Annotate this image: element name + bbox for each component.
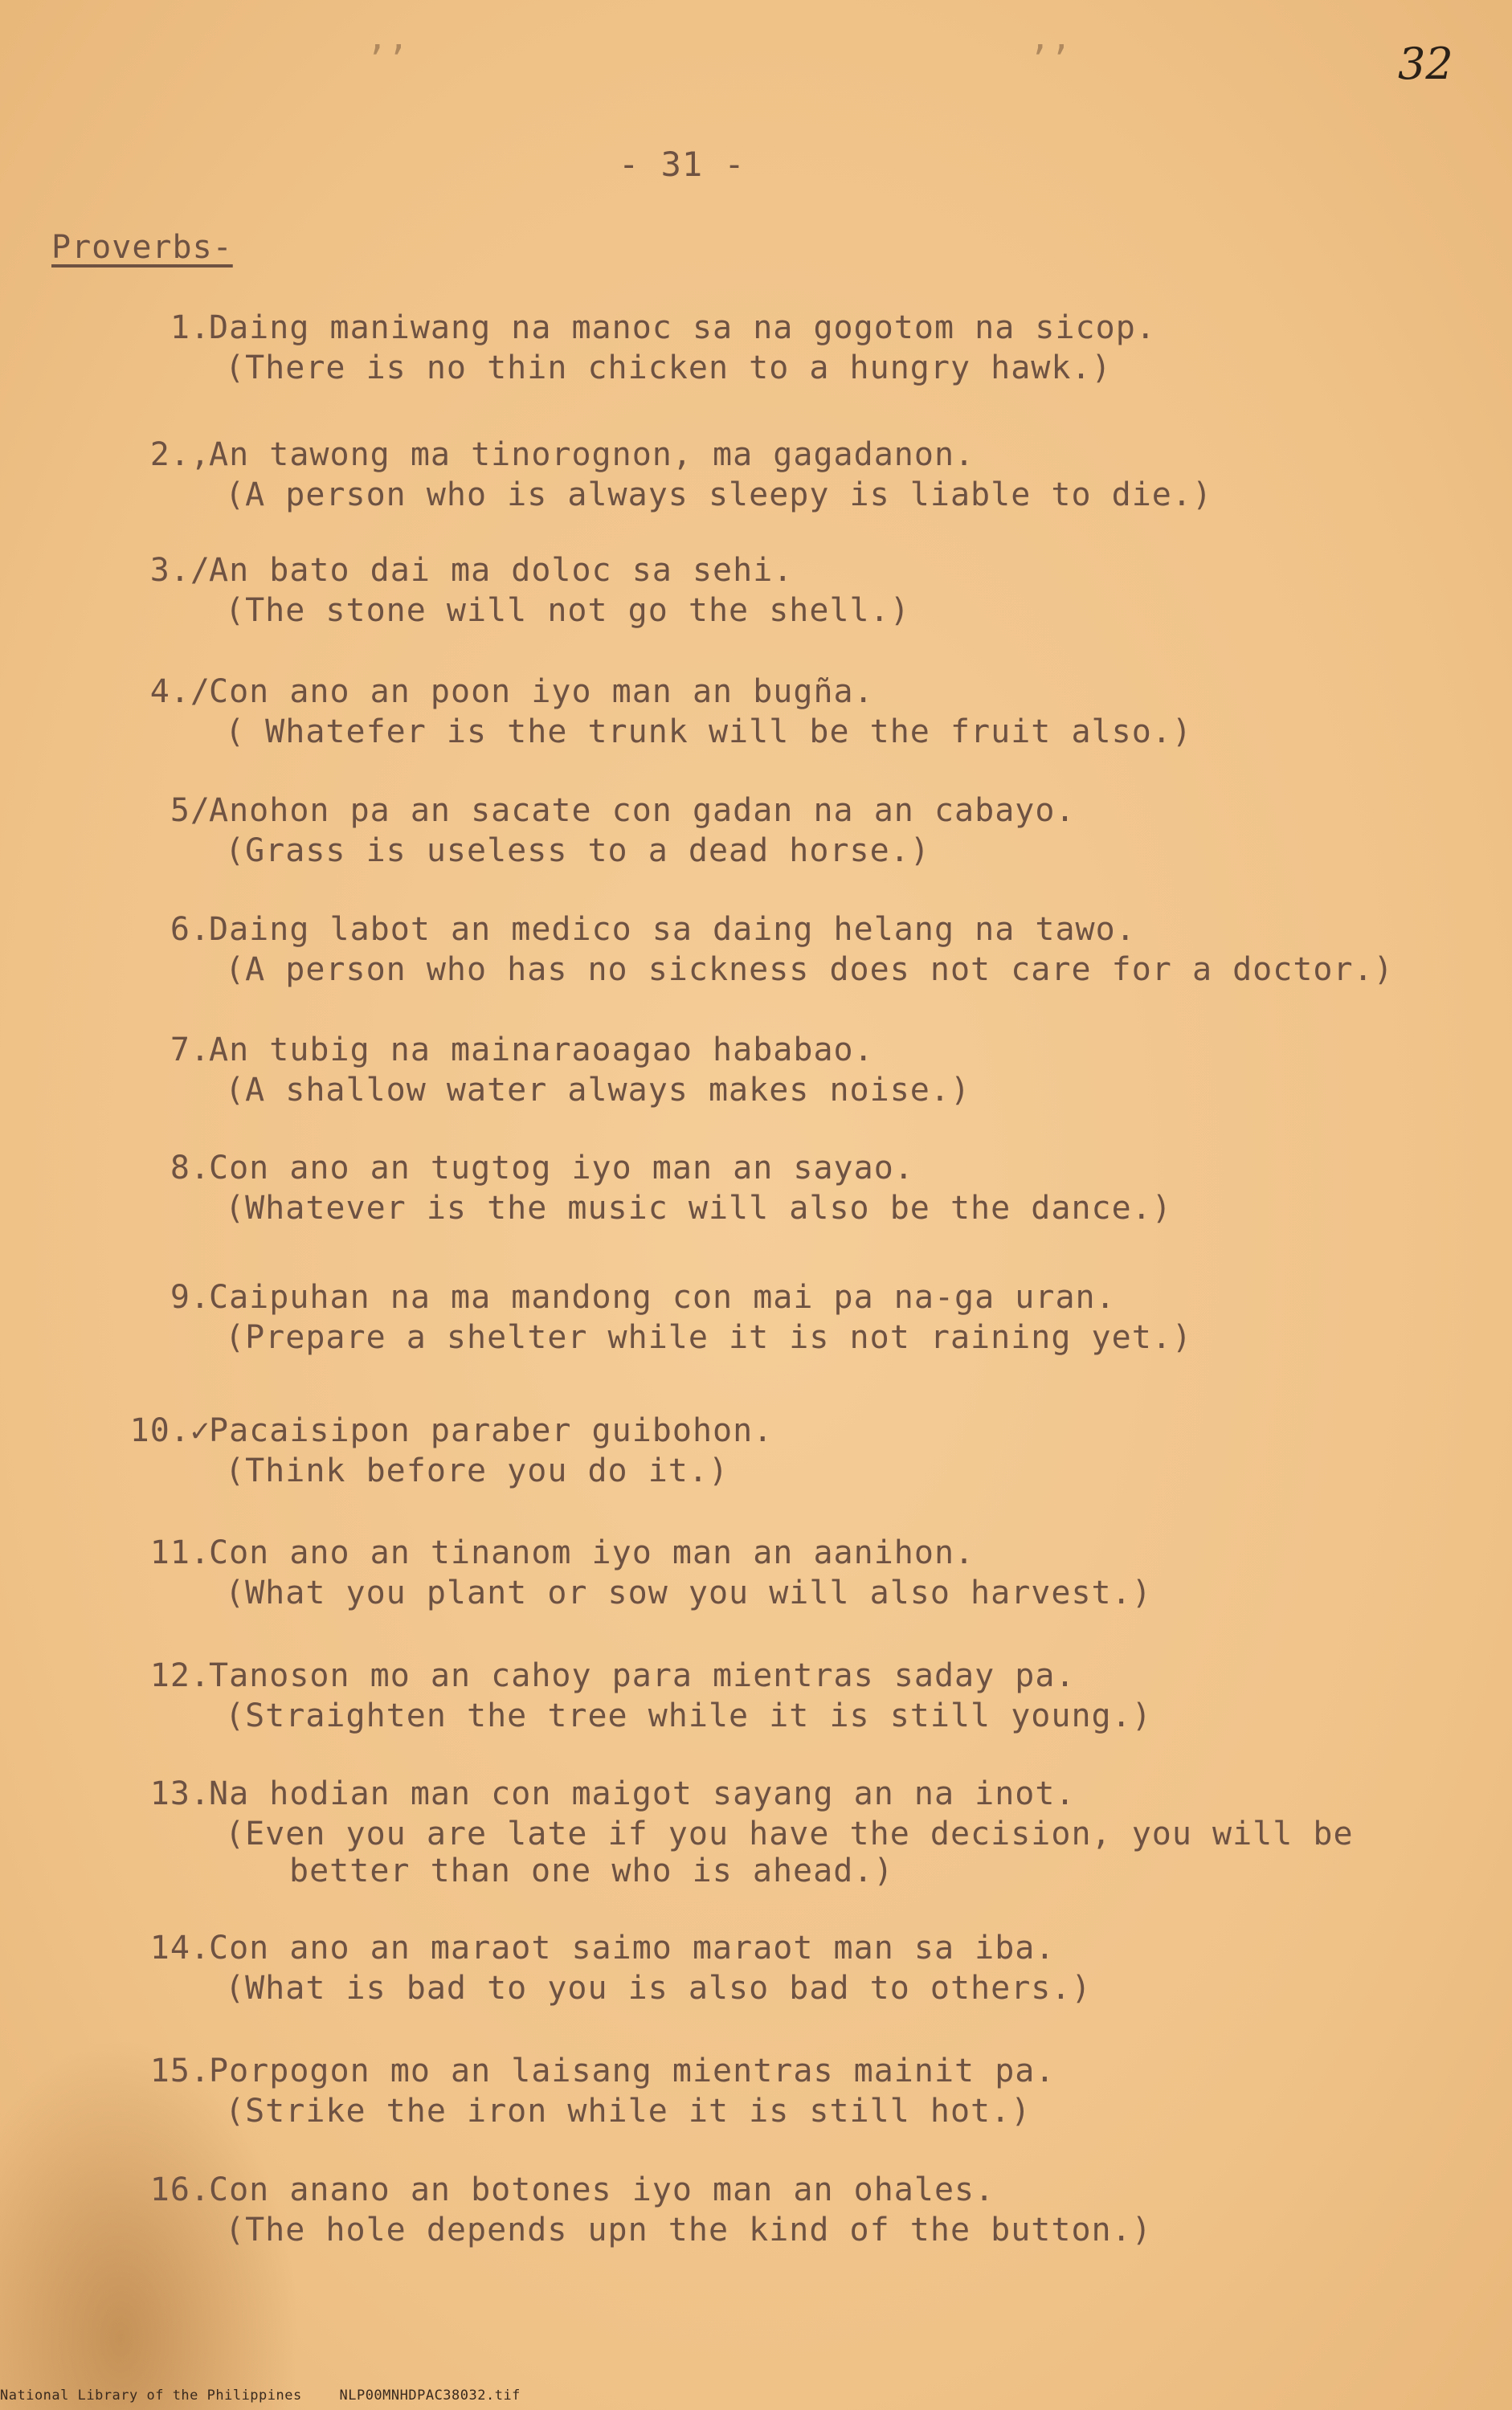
proverb-translation: (Straighten the tree while it is still young.) <box>225 1697 1152 1734</box>
scan-footer <box>0 2388 550 2404</box>
footer-filename: NLP00MNHDPAC38032.tif <box>339 2388 521 2404</box>
proverb-translation: (Grass is useless to a dead horse.) <box>225 832 930 869</box>
proverb-text: An bato dai ma doloc sa sehi. <box>209 552 794 589</box>
proverb-text: Pacaisipon paraber guibohon. <box>209 1412 774 1449</box>
proverb-number: 1. <box>170 309 210 346</box>
proverb-translation: (Strike the iron while it is still hot.) <box>225 2093 1032 2130</box>
proverb-translation: (A person who is always sleepy is liable to die.) <box>225 476 1213 513</box>
proverb-translation-continued: better than one who is ahead.) <box>289 1852 894 1889</box>
proverb-number: 12. <box>149 1657 210 1694</box>
proverb-number: 10.✓ <box>129 1412 210 1449</box>
proverb-text: Con ano an poon iyo man an bugña. <box>209 673 874 710</box>
proverb-number: 3./ <box>149 552 210 589</box>
margin-mark: ’’ <box>366 39 408 80</box>
handwritten-page-annotation: 32 <box>1398 39 1453 89</box>
proverb-translation: (Whatever is the music will also be the dance.) <box>225 1190 1172 1227</box>
proverb-number: 15. <box>149 2053 210 2089</box>
proverb-translation: (Think before you do it.) <box>225 1452 729 1489</box>
margin-mark: ’’ <box>1028 39 1071 80</box>
proverb-translation: (What is bad to you is also bad to others.) <box>225 1970 1092 2007</box>
proverb-translation: (Prepare a shelter while it is not raining yet.) <box>225 1319 1192 1356</box>
proverb-number: 14. <box>149 1930 210 1967</box>
proverb-number: 2., <box>149 436 210 473</box>
proverb-translation: (There is no thin chicken to a hungry hawk.) <box>225 349 1112 386</box>
proverb-text: An tawong ma tinorognon, ma gagadanon. <box>209 436 975 473</box>
proverb-translation: ( Whatefer is the trunk will be the fruit also.) <box>225 713 1192 750</box>
proverb-number: 9. <box>170 1279 210 1316</box>
proverb-number: 8. <box>170 1150 210 1187</box>
proverb-translation: (A shallow water always makes noise.) <box>225 1072 971 1109</box>
proverb-number: 6. <box>170 911 210 948</box>
proverb-translation: (A person who has no sickness does not care for a doctor.) <box>225 951 1394 988</box>
proverb-number: 11. <box>149 1534 210 1571</box>
proverb-text: Daing maniwang na manoc sa na gogotom na sicop. <box>209 309 1156 346</box>
proverb-number: 5/ <box>170 792 210 829</box>
proverb-translation: (The hole depends upn the kind of the button.) <box>225 2212 1152 2249</box>
proverb-text: Con ano an tinanom iyo man an aanihon. <box>209 1534 975 1571</box>
proverb-number: 16. <box>149 2171 210 2208</box>
proverb-translation: (What you plant or sow you will also harvest.) <box>225 1575 1152 1611</box>
proverb-text: Daing labot an medico sa daing helang na tawo. <box>209 911 1136 948</box>
proverb-text: Con anano an botones iyo man an ohales. <box>209 2171 995 2208</box>
proverb-number: 7. <box>170 1031 210 1068</box>
proverb-text: An tubig na mainaraoagao hababao. <box>209 1031 874 1068</box>
proverb-text: Con ano an maraot saimo maraot man sa iba. <box>209 1930 1056 1967</box>
proverb-translation: (The stone will not go the shell.) <box>225 592 910 629</box>
proverb-number: 4./ <box>149 673 210 710</box>
proverb-text: Con ano an tugtog iyo man an sayao. <box>209 1150 914 1187</box>
proverb-number: 13. <box>149 1775 210 1812</box>
section-heading: Proverbs- <box>51 229 233 266</box>
page-number: - 31 - <box>619 145 746 184</box>
proverb-text: Anohon pa an sacate con gadan na an cabayo. <box>209 792 1076 829</box>
proverb-text: Na hodian man con maigot sayang an na inot. <box>209 1775 1076 1812</box>
proverb-translation: (Even you are late if you have the decision, you will be <box>225 1816 1354 1852</box>
proverb-text: Tanoson mo an cahoy para mientras saday pa. <box>209 1657 1076 1694</box>
footer-library: National Library of the Philippines <box>0 2388 302 2404</box>
proverb-text: Porpogon mo an laisang mientras mainit pa. <box>209 2053 1056 2089</box>
proverb-text: Caipuhan na ma mandong con mai pa na-ga uran. <box>209 1279 1116 1316</box>
